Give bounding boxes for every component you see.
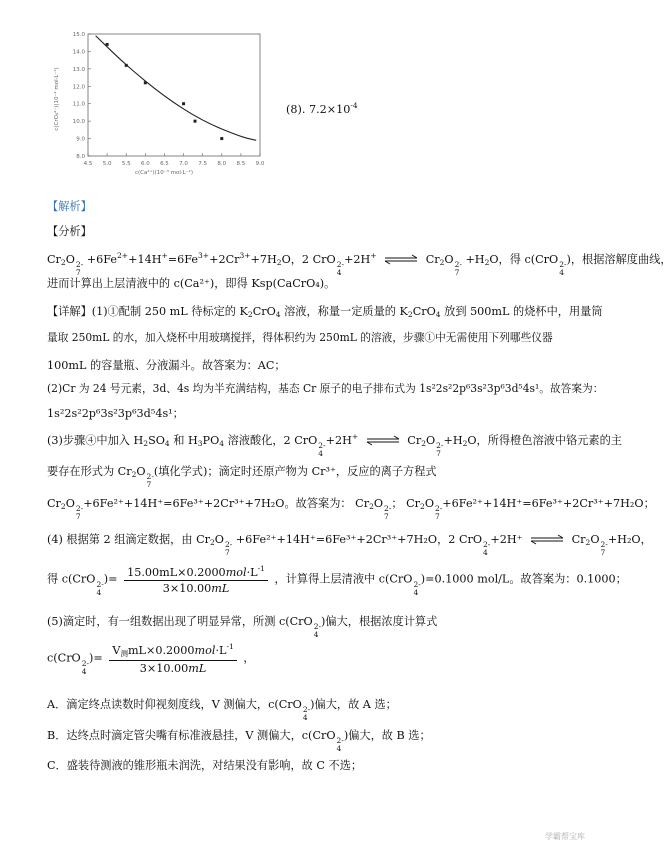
y-tick-label: 8.0 — [76, 154, 85, 160]
x-axis-label: c(Ca²⁺)(10⁻³ mol·L⁻¹) — [135, 170, 193, 176]
detail-line-6: (3)步骤④中加入 $H_2SO_4$ 和 $H_3PO_4$ 溶液酸化，2 CrO 2- 4 +2H+ $Cr_2O$ 2- 7 $+H_2O$，所得橙色溶液中铬元素的主 — [47, 432, 622, 458]
detail-line-12: c(CrO 2- 4 )= $\frac{V_测mL\times 0.2000mol\cdot L^{-1}}{3\times 10.00mL}$ ， — [47, 642, 255, 676]
detail-line-4: (2)Cr 为 24 号元素，3d、4s 均为半充满结构，基态 Cr 原子的电子排布式为 1s²2s²2p⁶3s²3p⁶3d⁵4s¹。故答案为： — [47, 382, 604, 395]
data-point — [194, 120, 197, 123]
answer-8-exponent: -4 — [350, 101, 358, 110]
equilibrium-arrow — [384, 255, 418, 264]
data-point — [125, 64, 128, 67]
detail-line-8: $Cr_2O$ 2- 7 +6Fe²⁺+14H⁺=6Fe³⁺+2Cr³⁺+7H₂O。故答案为： $Cr_2O$ 2- 7 ； $Cr_2O$ 2- 7 +6Fe²⁺+14H⁺=6Fe³⁺+2Cr³⁺+7H₂O； — [47, 497, 655, 521]
x-tick-label: 6.0 — [140, 161, 150, 167]
plot-frame — [88, 34, 260, 156]
x-tick-label: 7.5 — [198, 161, 208, 167]
detail-line-5: 1s²2s²2p⁶3s²3p⁶3d⁵4s¹； — [47, 407, 184, 420]
x-tick-label: 5.0 — [102, 161, 112, 167]
x-tick-label: 8.5 — [236, 161, 246, 167]
equilibrium-arrow — [530, 535, 564, 544]
detail-line-11: (5)滴定时，有一组数据出现了明显异常，所测 c(CrO 2- 4 )偏大，根据浓度计算式 — [47, 615, 438, 639]
overview-line-2: 进而计算出上层清液中的 c(Ca²⁺)，即得 Ksp(CaCrO₄)。 — [47, 277, 336, 290]
detail-line-10: 得 c(CrO 2- 4 )= $\frac{15.00mL\times 0.2000mol\cdot L^{-1}}{3\times 10.00mL}$ ，计算得上层清液中 c(CrO 2- 4 )=0.1000 mol/L。故答案为：0.1000； — [47, 564, 627, 597]
x-tick-label: 6.5 — [160, 161, 169, 167]
data-point — [106, 43, 109, 46]
x-tick-label: 7.0 — [179, 161, 188, 167]
y-tick-label: 11.0 — [72, 101, 85, 108]
data-point — [220, 137, 223, 140]
detail-line-3: 100mL 的容量瓶、分液漏斗。故答案为：AC； — [47, 359, 286, 372]
y-tick-label: 13.0 — [72, 66, 85, 73]
detail-line-7: 要存在形式为 $Cr_2O$ 2- 7 (填化学式)；滴定时还原产物为 Cr³⁺，反应的离子方程式 — [47, 465, 437, 489]
option-c: C．盛装待测液的锥形瓶未润洗，对结果没有影响，故 C 不选； — [47, 759, 363, 772]
answer-8-value: 7.2×10 — [308, 103, 351, 116]
y-tick-label: 10.0 — [72, 119, 85, 126]
x-tick-label: 5.5 — [121, 161, 131, 167]
y-tick-label: 9.0 — [76, 136, 85, 143]
x-tick-label: 8.0 — [217, 161, 227, 167]
detail-line-9: (4) 根据第 2 组滴定数据，由 $Cr_2O$ 2- 7 +6Fe²⁺+14H⁺=6Fe³⁺+2Cr³⁺+7H₂O，2 CrO 2- 4 +2H⁺ $Cr_2O$ 2- 7 +H₂O， — [47, 533, 652, 557]
fitted-curve — [96, 36, 257, 141]
watermark: 学霸帮宝库 — [545, 832, 585, 841]
x-tick-label: 4.5 — [83, 161, 93, 167]
x-tick-label: 9.0 — [255, 161, 265, 167]
y-tick-label: 14.0 — [72, 49, 85, 56]
answer-8 — [286, 101, 358, 116]
answer-8-label: (8). — [286, 103, 306, 116]
data-point — [182, 102, 185, 105]
option-b: B．达终点时滴定管尖嘴有标准液悬挂，V 测偏大，c(CrO 2- 4 )偏大，故 B 选； — [47, 729, 431, 753]
concentration-fraction: $\frac{15.00mL\times 0.2000mol\cdot L^{-1}}{3\times 10.00mL}$ — [124, 564, 268, 595]
data-point — [144, 81, 147, 84]
analysis-heading: 【解析】 — [47, 200, 92, 213]
solubility-curve-chart — [50, 30, 270, 180]
y-axis-label: c(CrO₄²⁻)(10⁻⁴ mol·L⁻¹) — [54, 67, 60, 131]
detail-line-1: 【详解】(1)①配制 250 mL 待标定的 $K_2CrO_4$ 溶液，称量一定质量的 $K_2CrO_4$ 放到 500mL 的烧杯中，用量筒 — [47, 305, 603, 319]
option-a: A．滴定终点读数时仰视刻度线，V 测偏大，c(CrO 2- 4 )偏大，故 A 选； — [47, 698, 397, 722]
y-tick-label: 15.0 — [72, 32, 85, 38]
overview-line-1: $Cr_2O$ 2- 7 $+6Fe^{2+}+14H^+=6Fe^{3+}+2Cr^{3+}+7H_2O$，2 CrO 2- 4 +2H+ $Cr_2O$ 2- 7 $+H_2O$，得 c(CrO 2- 4 )，根据溶解度曲线， — [47, 251, 672, 277]
equilibrium-arrow — [366, 436, 400, 445]
y-tick-label: 12.0 — [72, 84, 85, 91]
detail-line-2: 量取 250mL 的水，加入烧杯中用玻璃搅拌，得体积约为 250mL 的溶液，步骤①中无需使用下列哪些仪器 — [47, 331, 553, 344]
concentration-expression: $\frac{V_测mL\times 0.2000mol\cdot L^{-1}}{3\times 10.00mL}$ — [109, 642, 236, 675]
overview-heading: 【分析】 — [47, 225, 92, 238]
